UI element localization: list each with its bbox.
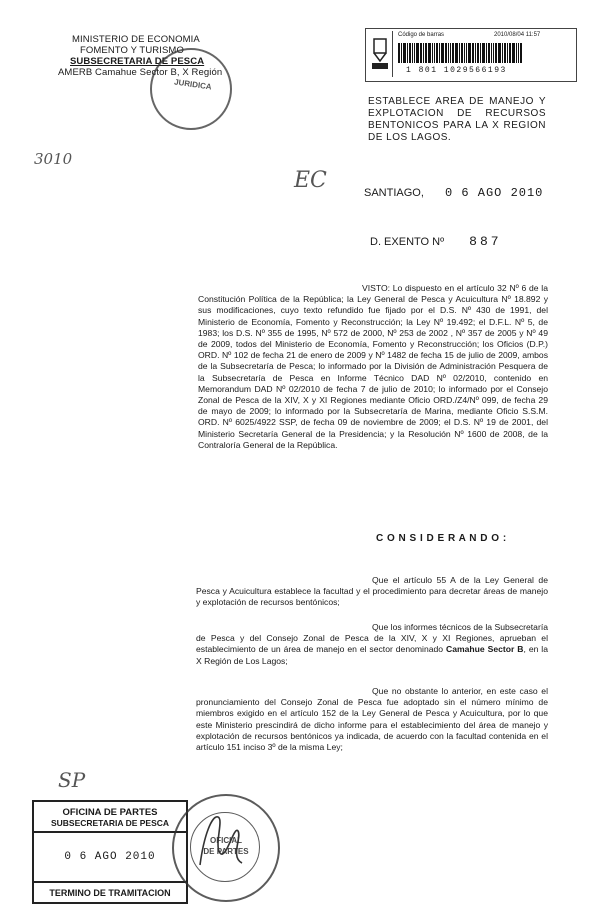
- document-title: ESTABLECE AREA DE MANEJO Y EXPLOTACION DE RECURSOS BENTONICOS PARA LA X REGION DE LOS LAGOS.: [368, 96, 546, 143]
- office-stamp-line2: SUBSECRETARIA DE PESCA: [34, 818, 186, 833]
- decree-line: [370, 234, 502, 249]
- considerando-item-2-before: Que los informes técnicos de la Subsecretaría de Pesca y del Consejo Zonal de Pesca de la XIV, X y XI Regiones, aprueban el establecimiento de un área de manejo en el sector denominado: [196, 622, 548, 655]
- barcode-number: 1 801 1029566193: [406, 66, 507, 75]
- office-stamp-line1: OFICINA DE PARTES: [62, 807, 158, 818]
- considerando-item-1: Que el artículo 55 A de la Ley General de Pesca y Acuicultura establece la facultad y el procedimiento para decretar áreas de manejo y explotación de recursos bentónicos;: [196, 575, 548, 608]
- barcode-bars: [398, 43, 570, 63]
- visto-paragraph: VISTO: Lo dispuesto en el artículo 32 Nº 6 de la Constitución Política de la República; la Ley General de Pesca y Acuicultura Nº 18.892 y sus modificaciones, cuyo texto refundido fue fijado por el D.S. Nº 430 de 1991, del Ministerio de Economía, Fomento y Reconstrucción; la Ley Nº 19.492; el D.F.L. Nº 5, de 1983; los D.S. Nº 355 de 1995, Nº 572 de 2000, Nº 253 de 2002 , Nº 357 de 2005 y Nº 49 de 2009, todos del Ministerio de Economía, Fomento y Reconstrucción; los Oficios (D.P.) ORD. Nº 102 de fecha 21 de enero de 2009 y Nº 1482 de fecha 15 de julio de 2009, ambos de la Subsecretaría de Pesca; lo informado por la División de Administración Pesquera de la Subsecretaría de Pesca en Informe Técnico DAD Nº 02/2010, contenido en Memorandum DAD Nº 02/2010 de fecha 7 de julio de 2010; lo informado por el Consejo Zonal de Pesca de la XIV, X y XI Regiones mediante Oficio ORD./Z4/Nº 099, de fecha 29 de mayo de 2009; lo informado por la Subsecretaría de Marina, mediante Oficio S.S.M. ORD. Nº 6025/4922 SSP, de fecha 09 de noviembre de 2009; el D.S. Nº 19 de 2001, del Ministerio Secretaría General de la Presidencia; y la Resolución Nº 1600 de 2008, de la Contraloría General de la República.: [198, 283, 548, 450]
- juridica-stamp: [150, 48, 232, 130]
- considerando-heading: C O N S I D E R A N D O :: [376, 533, 507, 544]
- signature-icon: [190, 805, 250, 880]
- handwritten-note-2: EC: [294, 168, 327, 193]
- decree-label: D. EXENTO Nº: [370, 236, 445, 248]
- sector-name: Camahue Sector B: [446, 644, 524, 655]
- date-value: 0 6 AGO 2010: [444, 186, 544, 200]
- considerando-item-3: Que no obstante lo anterior, en este caso el pronunciamiento del Consejo Zonal de Pesca fue adoptado sin el número mínimo de miembros exigido en el artículo 152 de la Ley General de Pesca y Acuicultura, por lo que este Ministerio prescindirá de dicho informe para el establecimiento del área de manejo y explotación de recursos bentónicos ya indicada, de acuerdo con la facultad contenida en el artículo 151 inciso 3º de la misma Ley;: [196, 686, 548, 753]
- considerando-item-2-after: , en la X Región de Los Lagos;: [196, 644, 548, 666]
- stamp-center-line2: DE PARTES: [203, 847, 249, 856]
- stamp-center-line1: OFICIAL: [210, 836, 242, 845]
- ministry-line4: AMERB Camahue Sector B, X Región: [58, 67, 223, 78]
- ministry-line1: MINISTERIO DE ECONOMIA: [72, 34, 200, 45]
- date-city: SANTIAGO,: [364, 187, 424, 199]
- juridica-stamp-text: JURIDICA: [173, 77, 213, 92]
- office-stamp-date: 0 6 AGO 2010: [64, 851, 156, 863]
- crest-icon: [368, 31, 393, 77]
- ministry-line2: FOMENTO Y TURISMO: [80, 45, 184, 56]
- barcode-top-left: Código de barras: [398, 32, 445, 38]
- decree-number: 887: [469, 234, 502, 249]
- barcode-top-right: 2010/08/04 11:57: [494, 32, 541, 38]
- ministry-line3: SUBSECRETARIA DE PESCA: [70, 56, 205, 67]
- considerando-item-2: [196, 622, 548, 667]
- office-stamp: [32, 800, 188, 904]
- handwritten-note-1: 3010: [34, 150, 73, 168]
- barcode-sticker: [365, 28, 577, 82]
- handwritten-note-3: SP: [58, 768, 86, 792]
- office-stamp-line3: TERMINO DE TRAMITACION: [34, 881, 186, 902]
- date-line: [364, 186, 543, 200]
